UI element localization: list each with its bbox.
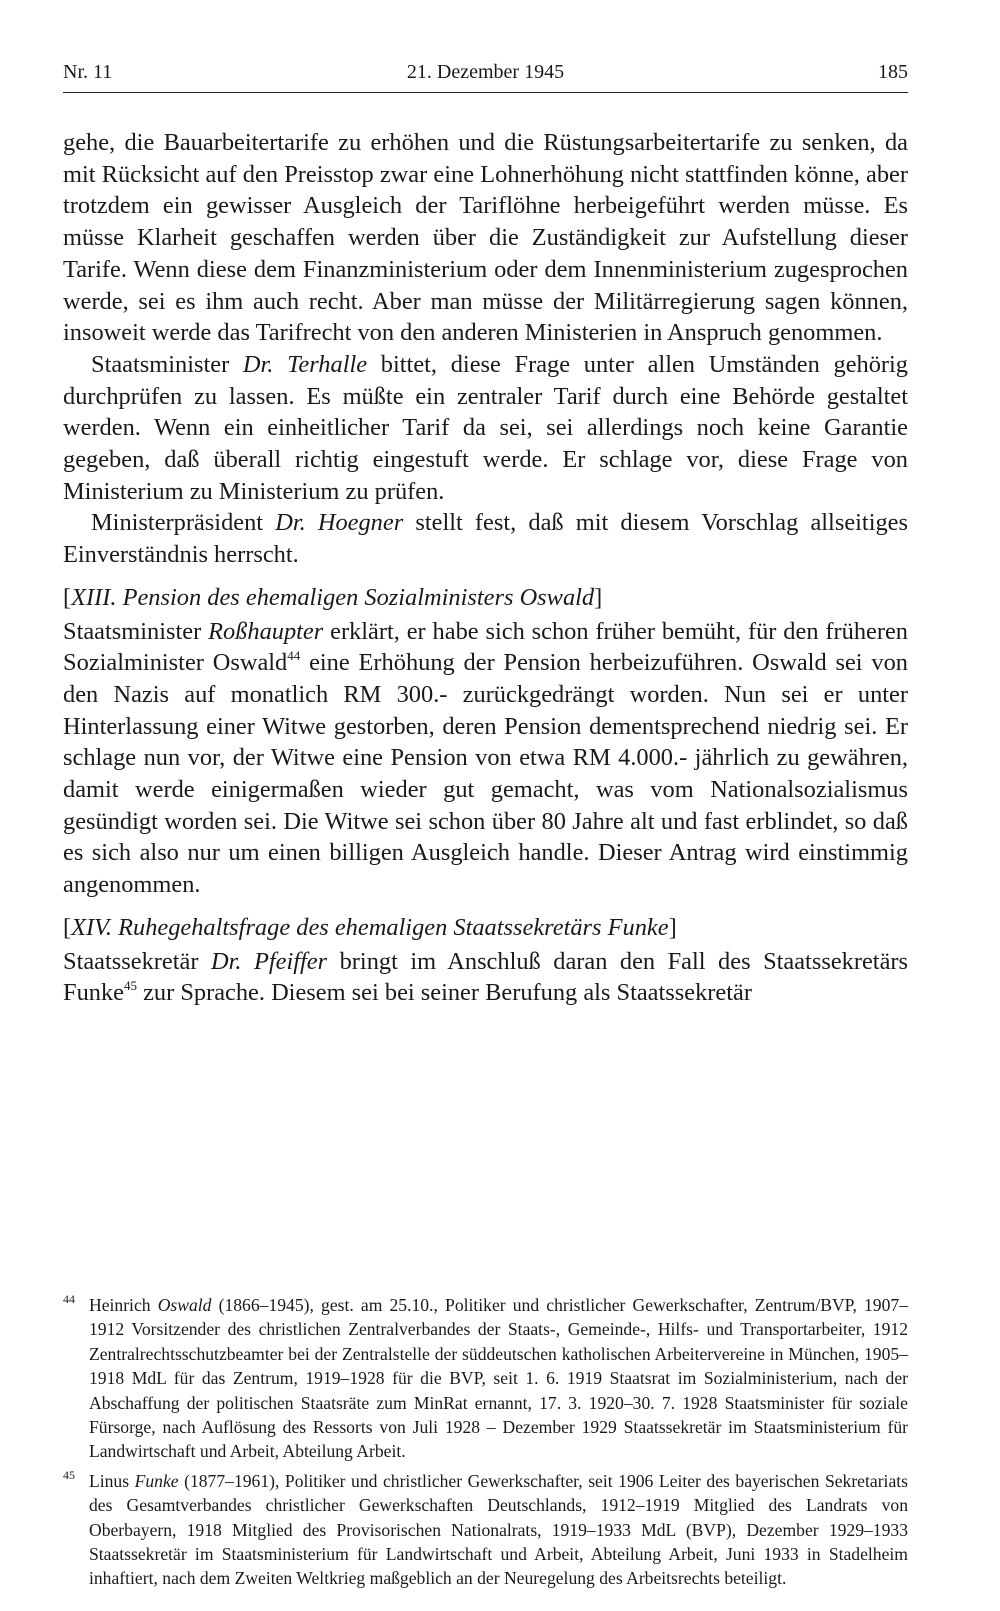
speaker-hoegner: Dr. Hoegner (275, 509, 404, 537)
speaker-pfeiffer: Dr. Pfeiffer (210, 947, 328, 975)
footnote-lead: Heinrich (89, 1295, 158, 1315)
footnote-45 (63, 1469, 908, 1591)
paragraph-4-lead: Staatsminister (63, 617, 209, 645)
paragraph-4-text: eine Erhöhung der Pension herbeizuführen. Oswald sei von den Nazis auf monatlich RM 300.- zurückgedrängt worden. Nun sei er unter Hinterlassung einer Witwe gestorben, deren Pension dementsprechend niedrig sei. Er schlage nun vor, der Witwe eine Pension von etwa RM 4.000.- jährlich zu gewähren, damit werde einigermaßen wieder gut gemacht, was vom Nationalsozialismus gesündigt worden sei. Die Witwe sei schon über 80 Jahre alt und fast erblindet, so daß es sich also nur um einen billigen Ausgleich handle. Dieser Antrag wird einstimmig angenommen. (63, 649, 908, 899)
running-header (63, 60, 908, 84)
main-text (63, 127, 908, 1009)
footnote-number: 44 (63, 1292, 75, 1306)
section-heading-xiii (63, 582, 908, 614)
bracket-open: [ (63, 913, 72, 941)
paragraph-3-lead: Ministerpräsident (91, 509, 276, 537)
bracket-open: [ (63, 583, 72, 611)
paragraph-4-mid: erklärt, er habe sich schon früher bemüht, für den früheren Sozialminister Oswald (63, 617, 908, 677)
footnotes (63, 1293, 908, 1591)
footnote-text: (1866–1945), gest. am 25.10., Politiker und christlicher Gewerkschafter, Zentrum/BVP, 1907–1912 Vorsitzender des christlichen Zentralverbandes der Staats-, Gemeinde-, Hilfs- und Transportarbeiter, 1912 Zentralrechtsschutzbeamter bei der Zentralstelle der süddeutschen katholischen Arbeitervereine in München, 1905–1918 MdL für das Zentrum, 1919–1928 für die BVP, seit 1. 6. 1919 Staatsrat im Sozialministerium, nach der Abschaffung der politischen Staatsräte zum MinRat ernannt, 17. 3. 1920–30. 7. 1928 Staatsminister für soziale Fürsorge, nach Auflösung des Ressorts von Juli 1928 – Dezember 1929 Staatssekretär im Staatsministerium für Landwirtschaft und Arbeit, Abteilung Arbeit. (89, 1295, 908, 1462)
paragraph-5-mid: bringt im Anschluß daran den Fall des Staatssekretärs Funke (63, 947, 909, 1007)
paragraph-5 (63, 946, 908, 1009)
section-heading-xiv (63, 912, 908, 944)
footnote-44 (63, 1293, 908, 1464)
paragraph-5-text: zur Sprache. Diesem sei bei seiner Berufung als Staatssekretär (136, 979, 752, 1007)
footnote-text: (1877–1961), Politiker und christlicher Gewerkschafter, seit 1906 Leiter des bayerischen Sekretariats des Gesamtverbandes christlicher Gewerkschaften Deutschlands, 1912–1919 Mitglied des Landrats von Oberbayern, 1918 Mitglied des Provisorischen Nationalrats, 1919–1933 MdL (BVP), Dezember 1929–1933 Staatssekretär im Staatsministerium für Landwirtschaft und Arbeit, Abteilung Arbeit, Juni 1933 in Stadelheim inhaftiert, nach dem Zweiten Weltkrieg maßgeblich an der Neuregelung des Arbeitsrechts beteiligt. (89, 1470, 908, 1589)
section-heading-xiv-text: XIV. Ruhegehaltsfrage des ehemaligen Staatssekretärs Funke (71, 913, 669, 941)
section-heading-xiii-text: XIII. Pension des ehemaligen Sozialministers Oswald (71, 583, 595, 611)
paragraph-3 (63, 507, 908, 570)
paragraph-2 (63, 349, 908, 508)
footnote-name: Funke (134, 1470, 179, 1491)
footnote-number: 45 (63, 1467, 75, 1482)
paragraph-2-lead: Staatsminister (91, 350, 243, 378)
paragraph-5-lead: Staatssekretär (63, 947, 211, 975)
page-number: 185 (878, 61, 908, 83)
footnote-ref-44[interactable]: 44 (287, 648, 301, 664)
footnote-ref-45[interactable]: 45 (123, 978, 137, 994)
bracket-close: ] (594, 583, 603, 611)
speaker-rosshaupter: Roßhaupter (208, 617, 324, 645)
header-rule (63, 92, 908, 93)
paragraph-1: gehe, die Bauarbeitertarife zu erhöhen und die Rüstungsarbeitertarife zu senken, da mit Rücksicht auf den Preisstop zwar eine Lohnerhöhung nicht stattfinden könne, aber trotzdem ein gewisser Ausgleich der Tariflöhne herbeigeführt werden müsse. Es müsse Klarheit geschaffen werden über die Zuständigkeit zur Aufstellung dieser Tarife. Wenn diese dem Finanzministerium oder dem Innenministerium zugesprochen werde, sei es ihm auch recht. Aber man müsse der Militärregierung sagen können, insoweit werde das Tarifrecht von den anderen Ministerien in Anspruch genommen. (63, 129, 908, 347)
footnote-name: Oswald (157, 1295, 212, 1315)
header-date: 21. Dezember 1945 (406, 61, 565, 83)
footnote-lead: Linus (89, 1470, 135, 1491)
issue-number: Nr. 11 (63, 61, 113, 83)
speaker-terhalle: Dr. Terhalle (242, 350, 368, 378)
bracket-close: ] (668, 913, 677, 941)
paragraph-2-text: bittet, diese Frage unter allen Umständen gehörig durchprüfen zu lassen. Es müßte ein zentraler Tarif durch eine Behörde gestaltet werden. Wenn ein einheitlicher Tarif da sei, sei allerdings noch keine Garantie gegeben, daß überall richtig eingestuft werde. Er schlage vor, diese Frage von Ministerium zu Ministerium zu prüfen. (63, 350, 909, 505)
paragraph-4 (63, 616, 908, 901)
paragraph-3-text: stellt fest, daß mit diesem Vorschlag allseitiges Einverständnis herrscht. (63, 509, 908, 569)
